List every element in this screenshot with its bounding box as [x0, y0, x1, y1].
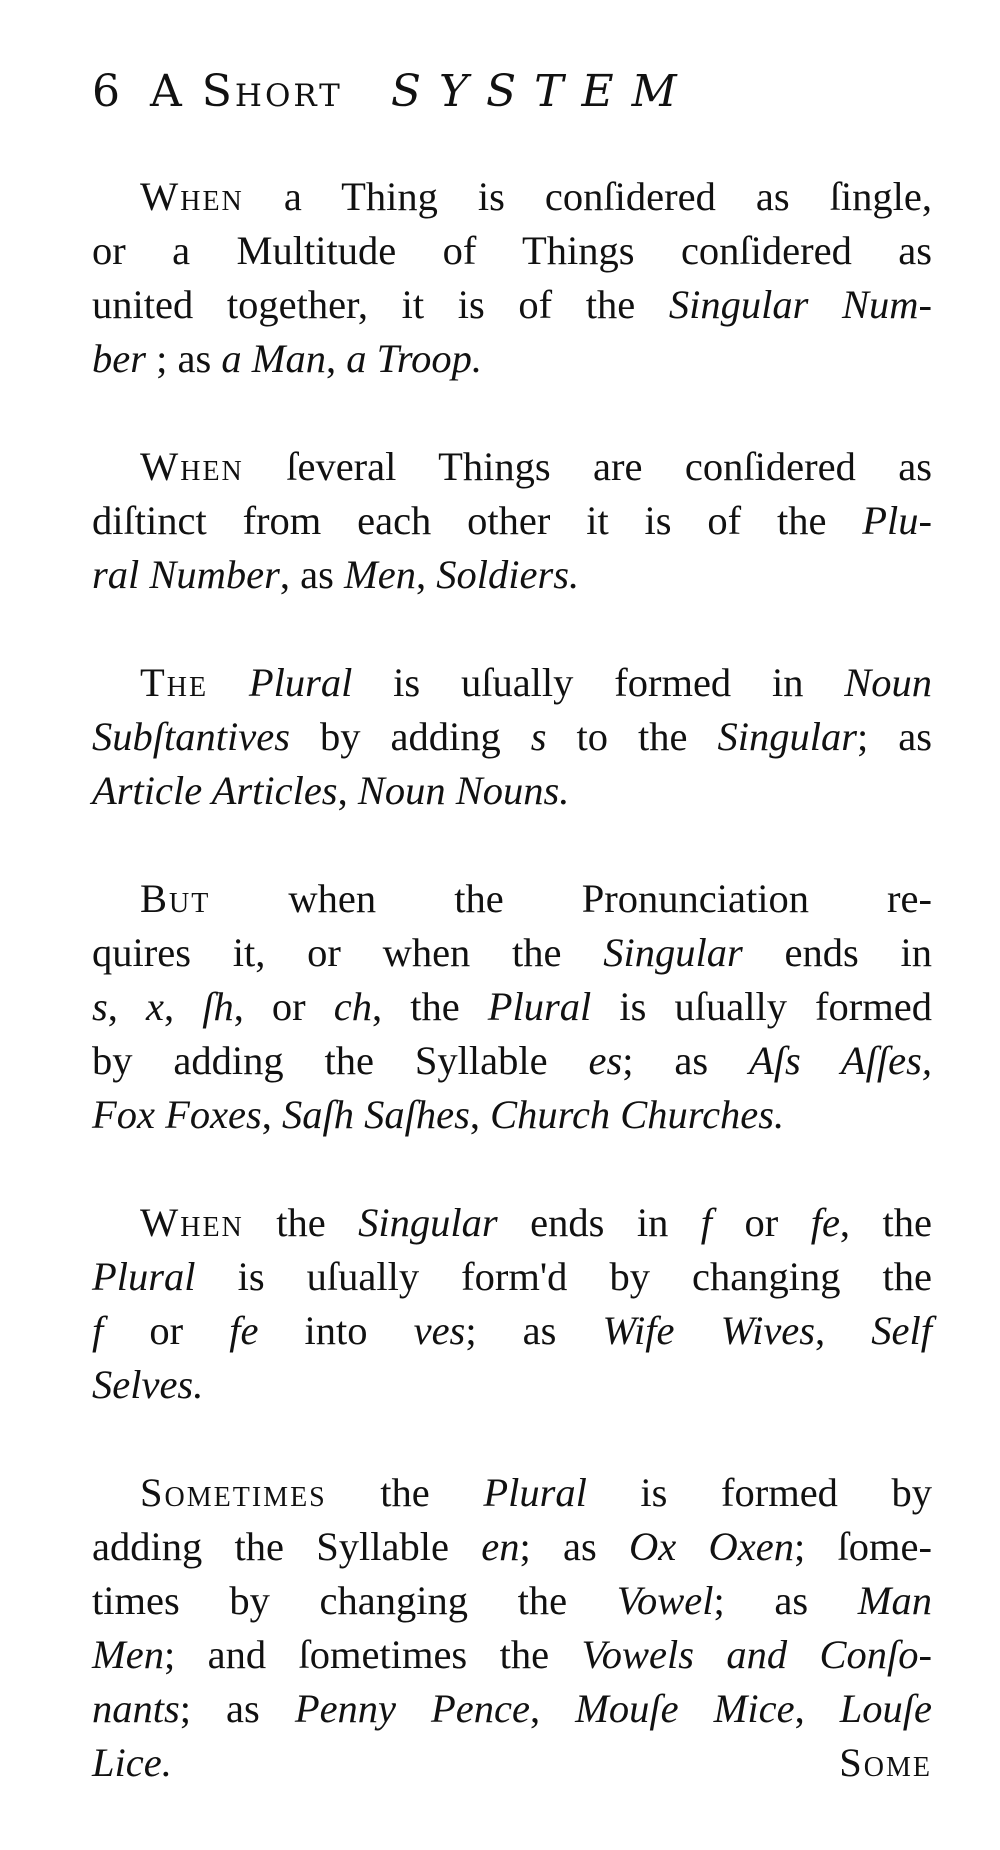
text-run: ; ſome- [793, 1524, 932, 1569]
text-run: , [163, 984, 203, 1029]
italic-term: f [92, 1308, 104, 1353]
text-run: ; as [622, 1038, 749, 1083]
text-run: into [258, 1308, 414, 1353]
catchword: Some [839, 1740, 932, 1785]
italic-term: Plural [248, 660, 353, 705]
text-run: , [815, 1308, 872, 1353]
text-line [92, 548, 932, 602]
italic-term: Wife Wives [602, 1308, 816, 1353]
italic-term: Singular [717, 714, 858, 759]
paragraph [92, 872, 932, 1142]
italic-term: s [92, 984, 108, 1029]
italic-term: Plural [92, 1254, 196, 1299]
text-run: by adding the Syllable [92, 1038, 589, 1083]
text-line [92, 1466, 932, 1520]
italic-term: Man [857, 1578, 932, 1623]
running-title-system: SYSTEM [390, 66, 695, 117]
text-run: , as [279, 552, 345, 597]
text-run: is uſually formed in [352, 660, 845, 705]
text-run: is formed by [586, 1470, 932, 1515]
text-run [208, 660, 249, 705]
text-line [92, 1358, 932, 1412]
text-line [92, 710, 932, 764]
text-run: , [529, 1686, 576, 1731]
text-run: diſtinct from each other it is of the [92, 498, 863, 543]
body-text [92, 170, 932, 1790]
text-run: , [326, 336, 347, 381]
italic-term: ves [413, 1308, 466, 1353]
lead-word: When [140, 1200, 244, 1245]
text-line [92, 332, 932, 386]
text-run: , [337, 768, 358, 813]
italic-term: Aſs Aſſes, [748, 1038, 932, 1083]
text-line [92, 872, 932, 926]
italic-term: nants [92, 1686, 180, 1731]
lead-word: But [140, 876, 211, 921]
text-run: by adding [289, 714, 531, 759]
text-run: ; as [146, 336, 222, 381]
italic-term: ſh [202, 984, 234, 1029]
italic-term: fe [229, 1308, 259, 1353]
italic-term: Singular Num- [668, 282, 932, 327]
text-run: , [469, 1092, 491, 1137]
text-run: or [712, 1200, 811, 1245]
italic-term: Lice. [92, 1740, 172, 1785]
italic-term: a Troop. [346, 336, 483, 381]
text-line [92, 494, 932, 548]
italic-term: Article Articles [92, 768, 338, 813]
running-head [92, 62, 932, 122]
text-run: adding the Syllable [92, 1524, 482, 1569]
italic-term: f [700, 1200, 713, 1245]
paragraph [92, 170, 932, 386]
italic-term: Mouſe Mice [575, 1686, 795, 1731]
text-run: or a Multitude of Things conſidered as [92, 228, 932, 273]
text-line [92, 1250, 932, 1304]
text-run: quires it, or when the [92, 930, 604, 975]
italic-term: Vowel [616, 1578, 714, 1623]
text-line [92, 170, 932, 224]
italic-term: Noun [844, 660, 932, 705]
italic-term: en [481, 1524, 520, 1569]
italic-term: Louſe [839, 1686, 933, 1731]
text-line [92, 224, 932, 278]
italic-term: Plural [483, 1470, 587, 1515]
lead-word: The [140, 660, 209, 705]
text-run: , [107, 984, 146, 1029]
italic-term: Singular [358, 1200, 498, 1245]
text-run: the [326, 1470, 484, 1515]
text-line [92, 1682, 932, 1736]
text-run: or [103, 1308, 230, 1353]
text-line [92, 926, 932, 980]
italic-term: ber [92, 336, 146, 381]
text-run: the [243, 1200, 359, 1245]
text-run: ; as [519, 1524, 630, 1569]
italic-term: Penny Pence [294, 1686, 530, 1731]
italic-term: Noun Nouns. [357, 768, 570, 813]
italic-term: ral Number [92, 552, 280, 597]
text-run: times by changing the [92, 1578, 617, 1623]
italic-term: Fox Foxes [92, 1092, 262, 1137]
text-run: united together, it is of the [92, 282, 669, 327]
text-run: ; as [179, 1686, 295, 1731]
text-run: , [415, 552, 437, 597]
italic-term: Selves. [92, 1362, 204, 1407]
text-line [92, 440, 932, 494]
italic-term: Church Churches. [490, 1092, 785, 1137]
text-run: when the Pronunciation re- [210, 876, 932, 921]
text-run: a Thing is conſidered as ſingle, [243, 174, 932, 219]
italic-term: Ox Oxen [629, 1524, 794, 1569]
text-run: is uſually form'd by changing the [195, 1254, 932, 1299]
text-run: , [261, 1092, 283, 1137]
paragraph [92, 656, 932, 818]
text-run: ; as [465, 1308, 603, 1353]
italic-term: x [145, 984, 164, 1029]
italic-term: Soldiers. [436, 552, 580, 597]
text-line [92, 1088, 932, 1142]
text-line [92, 1304, 932, 1358]
text-run: , or [233, 984, 334, 1029]
italic-term: es [588, 1038, 623, 1083]
text-line [92, 1736, 932, 1790]
lead-word: When [140, 444, 244, 489]
text-run: ; as [857, 714, 933, 759]
text-run: ends in [742, 930, 932, 975]
paragraph [92, 1466, 932, 1790]
italic-term: Men [92, 1632, 164, 1677]
text-line [92, 278, 932, 332]
italic-term: Self [871, 1308, 932, 1353]
text-line [92, 1628, 932, 1682]
paragraph [92, 1196, 932, 1412]
text-line [92, 656, 932, 710]
text-line [92, 1034, 932, 1088]
italic-term: Plural [487, 984, 592, 1029]
text-run: to the [546, 714, 718, 759]
italic-term: Saſh Saſhes [282, 1092, 470, 1137]
italic-term: fe [810, 1200, 840, 1245]
text-run: , the [839, 1200, 932, 1245]
running-title-short: A Short [150, 66, 343, 117]
text-line [92, 1574, 932, 1628]
text-run: ; and ſometimes the [163, 1632, 582, 1677]
text-run: ; as [713, 1578, 858, 1623]
italic-term: ch [333, 984, 372, 1029]
text-line [92, 764, 932, 818]
page-number: 6 [92, 66, 120, 117]
text-run: ends in [497, 1200, 701, 1245]
text-line [92, 980, 932, 1034]
italic-term: Vowels and Conſo- [581, 1632, 932, 1677]
text-run: , the [371, 984, 488, 1029]
paragraph [92, 440, 932, 602]
text-line [92, 1520, 932, 1574]
italic-term: s [530, 714, 547, 759]
lead-word: Sometimes [140, 1470, 327, 1515]
italic-term: a Man [221, 336, 326, 381]
lead-word: When [140, 174, 244, 219]
text-run: is uſually formed [591, 984, 932, 1029]
italic-term: Subſtantives [92, 714, 290, 759]
text-run: , [794, 1686, 840, 1731]
italic-term: Singular [603, 930, 743, 975]
italic-term: Men [344, 552, 416, 597]
text-run: ſeveral Things are conſidered as [243, 444, 932, 489]
italic-term: Plu- [862, 498, 932, 543]
text-line [92, 1196, 932, 1250]
